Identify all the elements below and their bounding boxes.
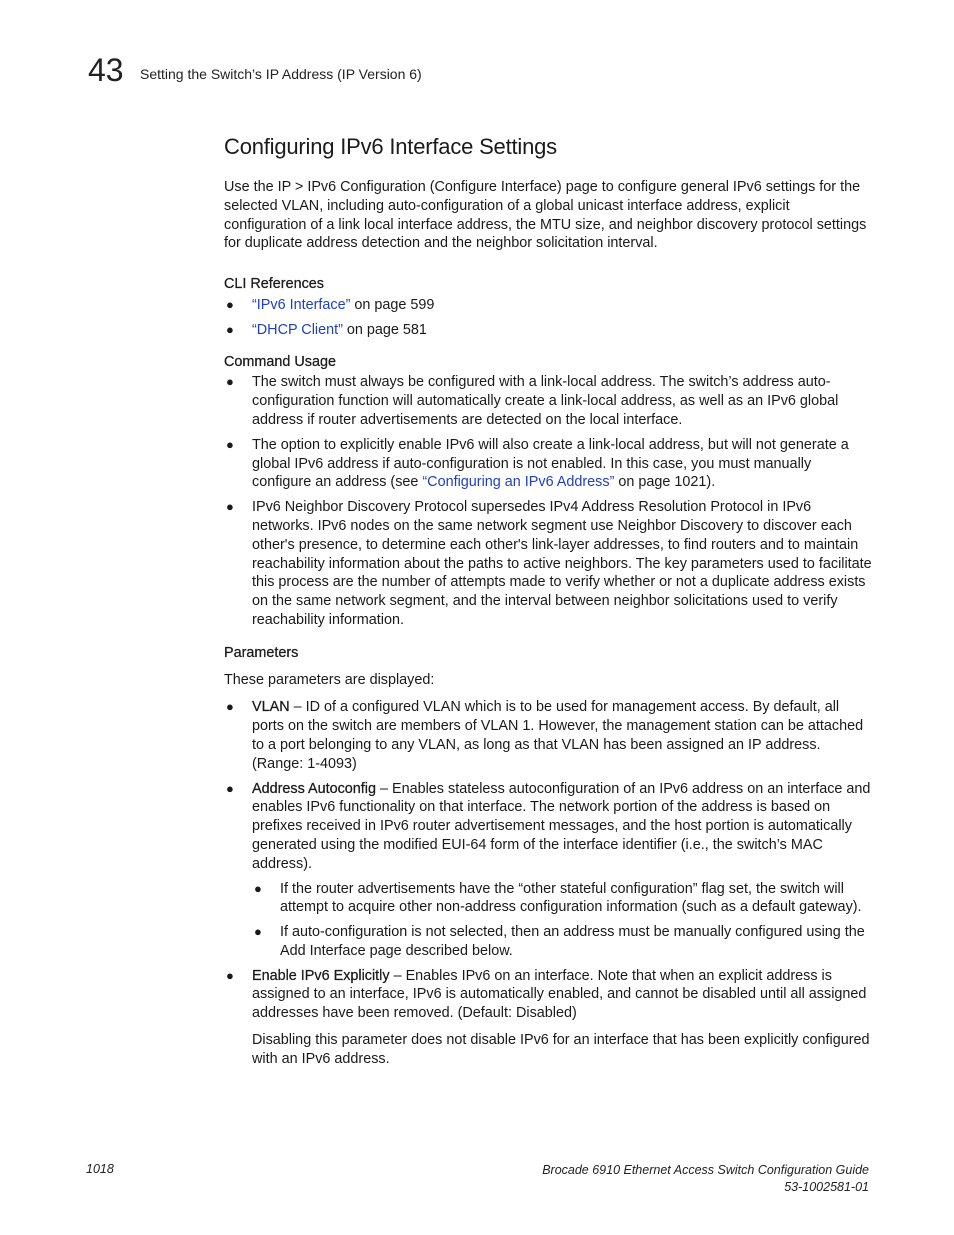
bullet-icon: ● [226,967,234,983]
sub-item-text: If the router advertisements have the “other stateful configuration” flag set, the switch will attempt to acquire other non-address configuration information (such as a default gateway). [280,880,862,916]
page-reference: on page 599 [350,296,435,313]
parameter-description: – Enables stateless autoconfiguration of an IPv6 address on an interface and enables IPv6 functionality on that interface. The network portion of the address is based on prefixes received in IPv6 router advertisement messages, and the host portion is automatically generated using the modified EUI-64 form of the interface identifier (i.e., the switch’s MAC address). [252,780,871,872]
parameter-term: Address Autoconfig [252,780,376,797]
document-number: 53-1002581-01 [784,1180,869,1194]
sub-list [252,880,872,961]
cross-reference-link[interactable]: “IPv6 Interface” [252,296,351,313]
parameters-heading: Parameters [224,644,299,661]
parameter-term: Enable IPv6 Explicitly [252,967,390,984]
bullet-icon: ● [226,321,234,337]
list-item [224,296,872,315]
parameter-note: Disabling this parameter does not disable IPv6 for an interface that has been explicitly configured with an IPv6 address. [252,1032,870,1067]
cross-reference-link[interactable]: “DHCP Client” [252,321,343,338]
usage-text: The option to explicitly enable IPv6 will also create a link-local address, but will not generate a global IPv6 address if auto-configuration is not enabled. In this case, you must manually configure an address (see [252,436,849,491]
bullet-icon: ● [226,374,234,390]
cli-references-heading: CLI References [224,276,324,293]
parameter-description: – ID of a configured VLAN which is to be used for management access. By default, all ports on the switch are members of VLAN 1. However, the management station can be attached to a port belonging to any VLAN, as long as that VLAN has been assigned an IP address. (Range: 1-4093) [252,699,864,772]
list-item [224,321,872,340]
bullet-icon: ● [226,780,234,796]
page-number: 1018 [86,1162,114,1176]
chapter-number: 43 [88,52,124,88]
list-item [224,436,872,492]
list-item [224,967,872,1069]
footer-title-block [542,1162,869,1196]
cli-references-list [224,296,872,340]
command-usage-list [224,373,872,629]
list-item [224,373,872,429]
list-item [252,923,872,961]
parameters-list [224,698,872,1068]
list-item [224,698,872,773]
bullet-icon: ● [226,499,234,515]
bullet-icon: ● [226,296,234,312]
parameter-description: – Enables IPv6 on an interface. Note that when an explicit address is assigned to an interface, IPv6 is automatically enabled, and cannot be disabled until all assigned addresses have been removed. (Default: Disabled) [252,967,867,1022]
command-usage-heading: Command Usage [224,353,336,370]
main-content [224,132,872,1075]
running-header: Setting the Switch’s IP Address (IP Version 6) [140,66,422,82]
list-item [224,780,872,961]
sub-item-text: If auto-configuration is not selected, then an address must be manually configured using the Add Interface page described below. [280,924,865,959]
usage-text: IPv6 Neighbor Discovery Protocol supersedes IPv4 Address Resolution Protocol in IPv6 networks. IPv6 nodes on the same network segment use Neighbor Discovery to discover each other's presence, to determine each other's link-layer addresses, to find routers and to maintain reachability information about the paths to active neighbors. The key parameters used to facilitate this process are the number of attempts made to verify whether or not a duplicate address exists on the same network segment, and the interval between neighbor solicitations used to verify reachability information. [252,499,872,628]
bullet-icon: ● [226,436,234,452]
bullet-icon: ● [226,699,234,715]
bullet-icon: ● [254,880,262,896]
usage-text: The switch must always be configured with a link-local address. The switch’s address auto-configuration function will automatically create a link-local address, as well as an IPv6 global address if router advertisements are detected on the local interface. [252,374,839,428]
bullet-icon: ● [254,924,262,940]
section-title: Configuring IPv6 Interface Settings [224,134,557,159]
list-item [252,880,872,918]
guide-title: Brocade 6910 Ethernet Access Switch Configuration Guide [542,1163,869,1177]
parameter-term: VLAN [252,699,290,716]
intro-paragraph: Use the IP > IPv6 Configuration (Configure Interface) page to configure general IPv6 settings for the selected VLAN, including auto-configuration of a global unicast interface address, explicit configuration of a link local interface address, the MTU size, and neighbor discovery protocol settings for duplicate address detection and the neighbor solicitation interval. [224,179,867,252]
usage-text: on page 1021). [614,474,716,491]
page-reference: on page 581 [342,321,427,338]
list-item [224,498,872,630]
parameters-intro: These parameters are displayed: [224,671,435,688]
cross-reference-link[interactable]: “Configuring an IPv6 Address” [422,474,615,491]
